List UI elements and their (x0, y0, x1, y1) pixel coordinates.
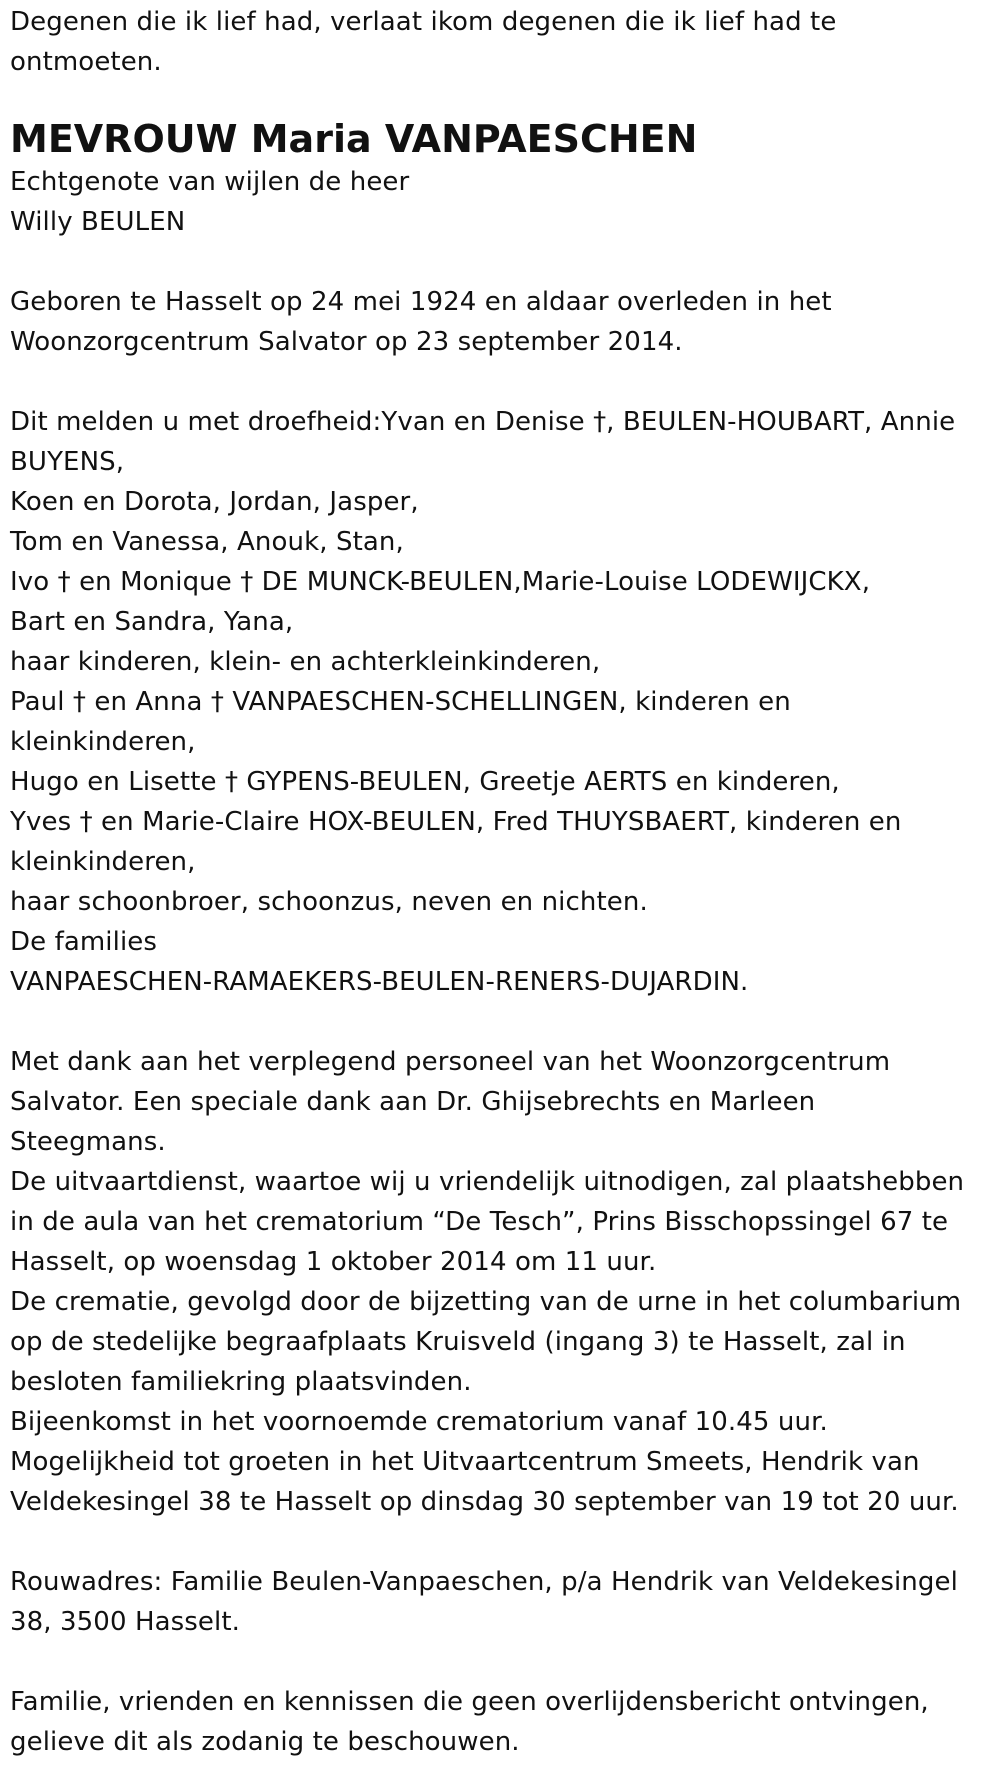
ceremony-block (10, 1042, 1000, 1522)
address-block (10, 1562, 1000, 1642)
spacer (10, 242, 1000, 282)
spacer (10, 1642, 1000, 1682)
ceremony-line: Bijeenkomst in het voornoemde crematorium vanaf 10.45 uur. (10, 1407, 828, 1437)
ceremony-line: Mogelijkheid tot groeten in het Uitvaartcentrum Smeets, Hendrik van (10, 1447, 920, 1477)
intro-quote (10, 2, 1000, 82)
family-line: Paul † en Anna † VANPAESCHEN-SCHELLINGEN, kinderen en (10, 687, 791, 717)
family-line: Hugo en Lisette † GYPENS-BEULEN, Greetje AERTS en kinderen, (10, 767, 840, 797)
ceremony-line: in de aula van het crematorium “De Tesch”, Prins Bisschopssingel 67 te (10, 1207, 949, 1237)
closing-line: Familie, vrienden en kennissen die geen overlijdensbericht ontvingen, (10, 1687, 929, 1717)
ceremony-line: Veldekesingel 38 te Hasselt op dinsdag 30 september van 19 tot 20 uur. (10, 1487, 959, 1517)
ceremony-line: besloten familiekring plaatsvinden. (10, 1367, 472, 1397)
spouse-block (10, 162, 1000, 242)
family-line: Koen en Dorota, Jordan, Jasper, (10, 487, 419, 517)
family-line: De families (10, 927, 158, 957)
closing-line: gelieve dit als zodanig te beschouwen. (10, 1727, 520, 1757)
family-line: Tom en Vanessa, Anouk, Stan, (10, 527, 404, 557)
ceremony-line: op de stedelijke begraafplaats Kruisveld (ingang 3) te Hasselt, zal in (10, 1327, 906, 1357)
family-block (10, 402, 1000, 1002)
family-line: haar kinderen, klein- en achterkleinkinderen, (10, 647, 601, 677)
ceremony-line: De uitvaartdienst, waartoe wij u vriendelijk uitnodigen, zal plaatshebben (10, 1167, 965, 1197)
intro-line: ontmoeten. (10, 47, 162, 77)
spacer (10, 362, 1000, 402)
ceremony-line: Hasselt, op woensdag 1 oktober 2014 om 11 uur. (10, 1247, 657, 1277)
ceremony-line: Met dank aan het verplegend personeel van het Woonzorgcentrum (10, 1047, 891, 1077)
address-line: 38, 3500 Hasselt. (10, 1607, 240, 1637)
family-line: kleinkinderen, (10, 847, 196, 877)
closing-block (10, 1682, 1000, 1762)
family-line: Yves † en Marie-Claire HOX-BEULEN, Fred THUYSBAERT, kinderen en (10, 807, 902, 837)
ceremony-line: Salvator. Een speciale dank aan Dr. Ghijsebrechts en Marleen (10, 1087, 816, 1117)
family-line: kleinkinderen, (10, 727, 196, 757)
spacer (10, 82, 1000, 116)
intro-line: Degenen die ik lief had, verlaat ikom degenen die ik lief had te (10, 7, 837, 37)
spacer (10, 1002, 1000, 1042)
birth-death-line: Geboren te Hasselt op 24 mei 1924 en aldaar overleden in het (10, 287, 832, 317)
family-line: haar schoonbroer, schoonzus, neven en nichten. (10, 887, 648, 917)
family-line: BUYENS, (10, 447, 125, 477)
family-line: VANPAESCHEN-RAMAEKERS-BEULEN-RENERS-DUJARDIN. (10, 967, 749, 997)
family-line: Bart en Sandra, Yana, (10, 607, 294, 637)
birth-death-block (10, 282, 1000, 362)
ceremony-line: Steegmans. (10, 1127, 166, 1157)
family-line: Dit melden u met droefheid:Yvan en Denise †, BEULEN-HOUBART, Annie (10, 407, 956, 437)
spouse-line: Echtgenote van wijlen de heer (10, 167, 410, 197)
address-line: Rouwadres: Familie Beulen-Vanpaeschen, p/a Hendrik van Veldekesingel (10, 1567, 958, 1597)
ceremony-line: De crematie, gevolgd door de bijzetting van de urne in het columbarium (10, 1287, 962, 1317)
birth-death-line: Woonzorgcentrum Salvator op 23 september 2014. (10, 327, 683, 357)
deceased-name-title: MEVROUW Maria VANPAESCHEN (10, 117, 698, 161)
spacer (10, 1522, 1000, 1562)
family-line: Ivo † en Monique † DE MUNCK-BEULEN,Marie-Louise LODEWIJCKX, (10, 567, 871, 597)
spouse-line: Willy BEULEN (10, 207, 186, 237)
